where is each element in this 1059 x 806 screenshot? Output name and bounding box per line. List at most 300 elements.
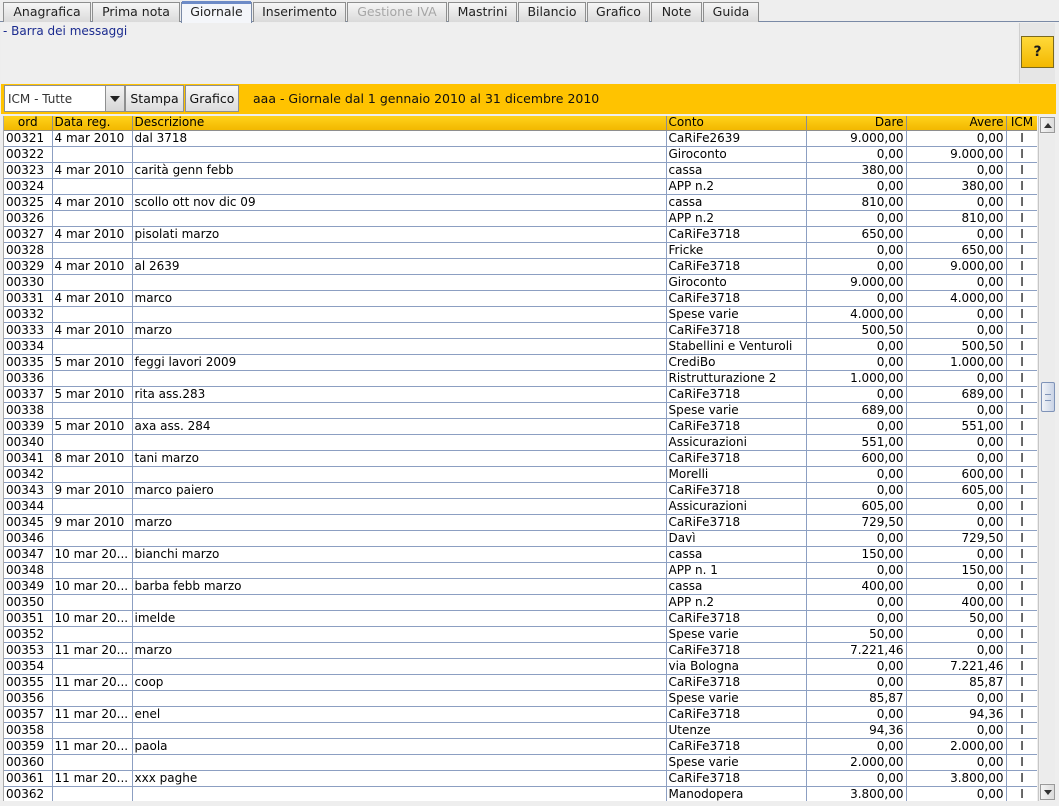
cell-icm[interactable]: I: [1006, 258, 1037, 274]
cell-debit[interactable]: 0,00: [806, 594, 906, 610]
cell-ord[interactable]: 00332: [4, 306, 52, 322]
cell-description[interactable]: [132, 434, 666, 450]
cell-icm[interactable]: I: [1006, 530, 1037, 546]
cell-date[interactable]: 9 mar 2010: [52, 482, 132, 498]
cell-icm[interactable]: I: [1006, 338, 1037, 354]
cell-account[interactable]: Spese varie: [666, 626, 806, 642]
cell-description[interactable]: [132, 402, 666, 418]
cell-credit[interactable]: 729,50: [906, 530, 1006, 546]
cell-date[interactable]: 11 mar 20...: [52, 674, 132, 690]
cell-credit[interactable]: 0,00: [906, 162, 1006, 178]
table-row[interactable]: [4, 562, 1037, 578]
cell-icm[interactable]: I: [1006, 626, 1037, 642]
cell-credit[interactable]: 0,00: [906, 226, 1006, 242]
cell-ord[interactable]: 00340: [4, 434, 52, 450]
cell-account[interactable]: APP n.2: [666, 594, 806, 610]
cell-description[interactable]: pisolati marzo: [132, 226, 666, 242]
cell-date[interactable]: 9 mar 2010: [52, 514, 132, 530]
cell-debit[interactable]: 400,00: [806, 578, 906, 594]
cell-description[interactable]: barba febb marzo: [132, 578, 666, 594]
cell-credit[interactable]: 0,00: [906, 370, 1006, 386]
cell-ord[interactable]: 00356: [4, 690, 52, 706]
cell-ord[interactable]: 00334: [4, 338, 52, 354]
table-row[interactable]: [4, 194, 1037, 210]
cell-debit[interactable]: 150,00: [806, 546, 906, 562]
cell-icm[interactable]: I: [1006, 434, 1037, 450]
table-row[interactable]: [4, 786, 1037, 801]
table-row[interactable]: [4, 754, 1037, 770]
cell-description[interactable]: [132, 466, 666, 482]
help-button[interactable]: [1021, 36, 1054, 68]
cell-credit[interactable]: 689,00: [906, 386, 1006, 402]
chart-button[interactable]: Grafico: [185, 85, 239, 112]
cell-ord[interactable]: 00343: [4, 482, 52, 498]
cell-account[interactable]: Giroconto: [666, 274, 806, 290]
cell-debit[interactable]: 2.000,00: [806, 754, 906, 770]
cell-description[interactable]: [132, 786, 666, 801]
column-header-description[interactable]: Descrizione: [132, 116, 666, 130]
cell-ord[interactable]: 00329: [4, 258, 52, 274]
table-row[interactable]: [4, 370, 1037, 386]
cell-debit[interactable]: 500,50: [806, 322, 906, 338]
cell-ord[interactable]: 00337: [4, 386, 52, 402]
cell-account[interactable]: CrediBo: [666, 354, 806, 370]
cell-debit[interactable]: 605,00: [806, 498, 906, 514]
cell-description[interactable]: [132, 722, 666, 738]
cell-debit[interactable]: 0,00: [806, 386, 906, 402]
cell-debit[interactable]: 0,00: [806, 706, 906, 722]
cell-description[interactable]: marzo: [132, 642, 666, 658]
cell-debit[interactable]: 0,00: [806, 258, 906, 274]
cell-credit[interactable]: 0,00: [906, 274, 1006, 290]
cell-debit[interactable]: 94,36: [806, 722, 906, 738]
cell-icm[interactable]: I: [1006, 386, 1037, 402]
cell-icm[interactable]: I: [1006, 370, 1037, 386]
cell-date[interactable]: 11 mar 20...: [52, 738, 132, 754]
cell-date[interactable]: 5 mar 2010: [52, 418, 132, 434]
cell-date[interactable]: [52, 338, 132, 354]
cell-description[interactable]: marco: [132, 290, 666, 306]
cell-ord[interactable]: 00327: [4, 226, 52, 242]
cell-credit[interactable]: 0,00: [906, 786, 1006, 801]
cell-debit[interactable]: 0,00: [806, 674, 906, 690]
cell-icm[interactable]: I: [1006, 354, 1037, 370]
cell-account[interactable]: via Bologna: [666, 658, 806, 674]
table-row[interactable]: [4, 178, 1037, 194]
cell-ord[interactable]: 00330: [4, 274, 52, 290]
tab-inserimento[interactable]: Inserimento: [253, 2, 346, 22]
cell-ord[interactable]: 00336: [4, 370, 52, 386]
cell-ord[interactable]: 00354: [4, 658, 52, 674]
cell-ord[interactable]: 00321: [4, 130, 52, 146]
cell-icm[interactable]: I: [1006, 658, 1037, 674]
cell-icm[interactable]: I: [1006, 226, 1037, 242]
cell-date[interactable]: [52, 434, 132, 450]
cell-date[interactable]: 10 mar 20...: [52, 546, 132, 562]
cell-description[interactable]: xxx paghe: [132, 770, 666, 786]
table-row[interactable]: [4, 258, 1037, 274]
cell-credit[interactable]: 7.221,46: [906, 658, 1006, 674]
cell-date[interactable]: [52, 658, 132, 674]
cell-ord[interactable]: 00347: [4, 546, 52, 562]
cell-account[interactable]: Morelli: [666, 466, 806, 482]
cell-credit[interactable]: 9.000,00: [906, 258, 1006, 274]
cell-account[interactable]: CaRiFe3718: [666, 418, 806, 434]
cell-account[interactable]: Assicurazioni: [666, 434, 806, 450]
cell-debit[interactable]: 689,00: [806, 402, 906, 418]
cell-account[interactable]: Spese varie: [666, 306, 806, 322]
cell-account[interactable]: CaRiFe3718: [666, 322, 806, 338]
cell-icm[interactable]: I: [1006, 450, 1037, 466]
cell-credit[interactable]: 0,00: [906, 130, 1006, 146]
tab-grafico[interactable]: Grafico: [587, 2, 650, 22]
cell-account[interactable]: cassa: [666, 546, 806, 562]
cell-date[interactable]: [52, 690, 132, 706]
cell-date[interactable]: [52, 562, 132, 578]
cell-description[interactable]: [132, 530, 666, 546]
cell-icm[interactable]: I: [1006, 306, 1037, 322]
table-row[interactable]: [4, 674, 1037, 690]
cell-icm[interactable]: I: [1006, 738, 1037, 754]
cell-date[interactable]: 4 mar 2010: [52, 226, 132, 242]
cell-debit[interactable]: 4.000,00: [806, 306, 906, 322]
cell-icm[interactable]: I: [1006, 690, 1037, 706]
cell-ord[interactable]: 00339: [4, 418, 52, 434]
column-header-icm[interactable]: ICM: [1006, 116, 1037, 130]
cell-account[interactable]: Stabellini e Venturoli: [666, 338, 806, 354]
cell-account[interactable]: APP n.2: [666, 178, 806, 194]
table-row[interactable]: [4, 418, 1037, 434]
cell-date[interactable]: 11 mar 20...: [52, 770, 132, 786]
cell-debit[interactable]: 0,00: [806, 242, 906, 258]
cell-date[interactable]: 4 mar 2010: [52, 194, 132, 210]
cell-debit[interactable]: 0,00: [806, 354, 906, 370]
cell-account[interactable]: cassa: [666, 194, 806, 210]
cell-credit[interactable]: 0,00: [906, 690, 1006, 706]
cell-account[interactable]: APP n. 1: [666, 562, 806, 578]
tab-anagrafica[interactable]: Anagrafica: [3, 2, 91, 22]
table-row[interactable]: [4, 434, 1037, 450]
cell-description[interactable]: [132, 146, 666, 162]
cell-ord[interactable]: 00322: [4, 146, 52, 162]
cell-ord[interactable]: 00362: [4, 786, 52, 801]
cell-account[interactable]: CaRiFe3718: [666, 674, 806, 690]
cell-icm[interactable]: I: [1006, 498, 1037, 514]
cell-icm[interactable]: I: [1006, 722, 1037, 738]
cell-date[interactable]: [52, 594, 132, 610]
cell-icm[interactable]: I: [1006, 674, 1037, 690]
cell-credit[interactable]: 0,00: [906, 306, 1006, 322]
cell-icm[interactable]: I: [1006, 162, 1037, 178]
cell-date[interactable]: [52, 466, 132, 482]
cell-date[interactable]: [52, 146, 132, 162]
cell-icm[interactable]: I: [1006, 178, 1037, 194]
cell-credit[interactable]: 85,87: [906, 674, 1006, 690]
column-header-account[interactable]: Conto: [666, 116, 806, 130]
scrollbar-track[interactable]: [1040, 134, 1055, 783]
tab-note[interactable]: Note: [651, 2, 702, 22]
table-row[interactable]: [4, 274, 1037, 290]
cell-date[interactable]: [52, 178, 132, 194]
cell-icm[interactable]: I: [1006, 514, 1037, 530]
cell-date[interactable]: [52, 722, 132, 738]
cell-account[interactable]: CaRiFe3718: [666, 386, 806, 402]
scroll-up-icon[interactable]: [1040, 117, 1055, 133]
cell-debit[interactable]: 551,00: [806, 434, 906, 450]
table-row[interactable]: [4, 162, 1037, 178]
tab-prima-nota[interactable]: Prima nota: [92, 2, 180, 22]
table-row[interactable]: [4, 322, 1037, 338]
cell-description[interactable]: [132, 658, 666, 674]
cell-description[interactable]: al 2639: [132, 258, 666, 274]
cell-account[interactable]: CaRiFe3718: [666, 610, 806, 626]
cell-date[interactable]: [52, 754, 132, 770]
cell-account[interactable]: Ristrutturazione 2: [666, 370, 806, 386]
cell-account[interactable]: CaRiFe3718: [666, 482, 806, 498]
cell-account[interactable]: cassa: [666, 578, 806, 594]
cell-account[interactable]: CaRiFe3718: [666, 290, 806, 306]
cell-description[interactable]: [132, 210, 666, 226]
cell-description[interactable]: [132, 594, 666, 610]
cell-credit[interactable]: 0,00: [906, 402, 1006, 418]
cell-ord[interactable]: 00328: [4, 242, 52, 258]
cell-description[interactable]: coop: [132, 674, 666, 690]
cell-icm[interactable]: I: [1006, 562, 1037, 578]
table-row[interactable]: [4, 578, 1037, 594]
cell-description[interactable]: feggi lavori 2009: [132, 354, 666, 370]
cell-credit[interactable]: 94,36: [906, 706, 1006, 722]
cell-date[interactable]: 4 mar 2010: [52, 162, 132, 178]
cell-icm[interactable]: I: [1006, 146, 1037, 162]
cell-icm[interactable]: I: [1006, 546, 1037, 562]
cell-credit[interactable]: 605,00: [906, 482, 1006, 498]
cell-account[interactable]: Manodopera: [666, 786, 806, 801]
cell-date[interactable]: [52, 274, 132, 290]
cell-icm[interactable]: I: [1006, 274, 1037, 290]
table-row[interactable]: [4, 290, 1037, 306]
cell-date[interactable]: 4 mar 2010: [52, 322, 132, 338]
cell-account[interactable]: CaRiFe3718: [666, 450, 806, 466]
cell-credit[interactable]: 0,00: [906, 642, 1006, 658]
cell-debit[interactable]: 9.000,00: [806, 274, 906, 290]
cell-icm[interactable]: I: [1006, 418, 1037, 434]
cell-account[interactable]: CaRiFe3718: [666, 770, 806, 786]
cell-date[interactable]: [52, 530, 132, 546]
table-row[interactable]: [4, 706, 1037, 722]
print-button[interactable]: Stampa: [125, 85, 184, 112]
cell-debit[interactable]: 0,00: [806, 290, 906, 306]
cell-date[interactable]: [52, 498, 132, 514]
cell-description[interactable]: [132, 370, 666, 386]
cell-date[interactable]: [52, 306, 132, 322]
cell-icm[interactable]: I: [1006, 594, 1037, 610]
cell-icm[interactable]: I: [1006, 770, 1037, 786]
cell-credit[interactable]: 0,00: [906, 498, 1006, 514]
cell-credit[interactable]: 150,00: [906, 562, 1006, 578]
table-row[interactable]: [4, 210, 1037, 226]
cell-ord[interactable]: 00352: [4, 626, 52, 642]
cell-credit[interactable]: 1.000,00: [906, 354, 1006, 370]
table-row[interactable]: [4, 242, 1037, 258]
cell-credit[interactable]: 2.000,00: [906, 738, 1006, 754]
cell-icm[interactable]: I: [1006, 290, 1037, 306]
cell-date[interactable]: [52, 786, 132, 801]
cell-ord[interactable]: 00326: [4, 210, 52, 226]
cell-ord[interactable]: 00341: [4, 450, 52, 466]
cell-date[interactable]: 10 mar 20...: [52, 610, 132, 626]
cell-debit[interactable]: 0,00: [806, 658, 906, 674]
cell-credit[interactable]: 0,00: [906, 722, 1006, 738]
cell-date[interactable]: 4 mar 2010: [52, 258, 132, 274]
cell-icm[interactable]: I: [1006, 482, 1037, 498]
cell-credit[interactable]: 0,00: [906, 322, 1006, 338]
cell-credit[interactable]: 0,00: [906, 578, 1006, 594]
cell-date[interactable]: [52, 626, 132, 642]
cell-account[interactable]: Spese varie: [666, 754, 806, 770]
cell-credit[interactable]: 0,00: [906, 194, 1006, 210]
cell-ord[interactable]: 00335: [4, 354, 52, 370]
tab-giornale[interactable]: Giornale: [181, 2, 252, 23]
cell-debit[interactable]: 3.800,00: [806, 786, 906, 801]
cell-description[interactable]: marzo: [132, 514, 666, 530]
cell-icm[interactable]: I: [1006, 194, 1037, 210]
cell-account[interactable]: Davì: [666, 530, 806, 546]
table-row[interactable]: [4, 498, 1037, 514]
cell-ord[interactable]: 00345: [4, 514, 52, 530]
cell-icm[interactable]: I: [1006, 786, 1037, 801]
cell-description[interactable]: marzo: [132, 322, 666, 338]
table-row[interactable]: [4, 610, 1037, 626]
tab-bilancio[interactable]: Bilancio: [518, 2, 586, 22]
cell-date[interactable]: [52, 370, 132, 386]
cell-debit[interactable]: 85,87: [806, 690, 906, 706]
cell-description[interactable]: [132, 306, 666, 322]
cell-description[interactable]: axa ass. 284: [132, 418, 666, 434]
cell-date[interactable]: [52, 210, 132, 226]
cell-ord[interactable]: 00331: [4, 290, 52, 306]
table-row[interactable]: [4, 306, 1037, 322]
cell-description[interactable]: marco paiero: [132, 482, 666, 498]
cell-account[interactable]: Assicurazioni: [666, 498, 806, 514]
cell-credit[interactable]: 3.800,00: [906, 770, 1006, 786]
cell-credit[interactable]: 0,00: [906, 754, 1006, 770]
cell-credit[interactable]: 650,00: [906, 242, 1006, 258]
cell-credit[interactable]: 500,50: [906, 338, 1006, 354]
cell-account[interactable]: cassa: [666, 162, 806, 178]
cell-debit[interactable]: 0,00: [806, 530, 906, 546]
table-row[interactable]: [4, 354, 1037, 370]
cell-account[interactable]: Giroconto: [666, 146, 806, 162]
table-row[interactable]: [4, 130, 1037, 146]
cell-debit[interactable]: 0,00: [806, 338, 906, 354]
cell-description[interactable]: [132, 178, 666, 194]
cell-ord[interactable]: 00355: [4, 674, 52, 690]
cell-description[interactable]: tani marzo: [132, 450, 666, 466]
cell-credit[interactable]: 0,00: [906, 546, 1006, 562]
cell-description[interactable]: [132, 242, 666, 258]
cell-description[interactable]: [132, 338, 666, 354]
cell-credit[interactable]: 380,00: [906, 178, 1006, 194]
cell-description[interactable]: [132, 690, 666, 706]
vertical-scrollbar[interactable]: [1038, 116, 1055, 801]
cell-debit[interactable]: 729,50: [806, 514, 906, 530]
cell-description[interactable]: [132, 562, 666, 578]
cell-account[interactable]: Fricke: [666, 242, 806, 258]
cell-icm[interactable]: I: [1006, 466, 1037, 482]
cell-icm[interactable]: I: [1006, 402, 1037, 418]
cell-account[interactable]: Spese varie: [666, 402, 806, 418]
cell-icm[interactable]: I: [1006, 242, 1037, 258]
cell-debit[interactable]: 0,00: [806, 562, 906, 578]
cell-date[interactable]: 11 mar 20...: [52, 706, 132, 722]
table-row[interactable]: [4, 594, 1037, 610]
cell-ord[interactable]: 00350: [4, 594, 52, 610]
cell-account[interactable]: CaRiFe3718: [666, 706, 806, 722]
table-row[interactable]: [4, 338, 1037, 354]
cell-icm[interactable]: I: [1006, 130, 1037, 146]
cell-credit[interactable]: 0,00: [906, 434, 1006, 450]
cell-debit[interactable]: 600,00: [806, 450, 906, 466]
cell-description[interactable]: enel: [132, 706, 666, 722]
cell-description[interactable]: [132, 626, 666, 642]
cell-debit[interactable]: 810,00: [806, 194, 906, 210]
table-row[interactable]: [4, 450, 1037, 466]
cell-ord[interactable]: 00359: [4, 738, 52, 754]
cell-credit[interactable]: 0,00: [906, 450, 1006, 466]
scrollbar-thumb[interactable]: [1041, 382, 1055, 412]
table-row[interactable]: [4, 402, 1037, 418]
cell-date[interactable]: 11 mar 20...: [52, 642, 132, 658]
table-row[interactable]: [4, 514, 1037, 530]
cell-credit[interactable]: 50,00: [906, 610, 1006, 626]
cell-ord[interactable]: 00361: [4, 770, 52, 786]
cell-debit[interactable]: 380,00: [806, 162, 906, 178]
cell-debit[interactable]: 1.000,00: [806, 370, 906, 386]
cell-account[interactable]: APP n.2: [666, 210, 806, 226]
cell-description[interactable]: carità genn febb: [132, 162, 666, 178]
table-row[interactable]: [4, 690, 1037, 706]
table-row[interactable]: [4, 722, 1037, 738]
cell-account[interactable]: Utenze: [666, 722, 806, 738]
cell-date[interactable]: 4 mar 2010: [52, 290, 132, 306]
cell-debit[interactable]: 50,00: [806, 626, 906, 642]
cell-icm[interactable]: I: [1006, 706, 1037, 722]
scroll-down-icon[interactable]: [1040, 784, 1055, 800]
cell-ord[interactable]: 00351: [4, 610, 52, 626]
cell-credit[interactable]: 9.000,00: [906, 146, 1006, 162]
cell-credit[interactable]: 0,00: [906, 514, 1006, 530]
cell-icm[interactable]: I: [1006, 210, 1037, 226]
cell-ord[interactable]: 00360: [4, 754, 52, 770]
cell-debit[interactable]: 9.000,00: [806, 130, 906, 146]
cell-debit[interactable]: 0,00: [806, 146, 906, 162]
cell-account[interactable]: CaRiFe3718: [666, 514, 806, 530]
cell-credit[interactable]: 551,00: [906, 418, 1006, 434]
table-row[interactable]: [4, 770, 1037, 786]
column-header-credit[interactable]: Avere: [906, 116, 1006, 130]
cell-ord[interactable]: 00323: [4, 162, 52, 178]
cell-debit[interactable]: 0,00: [806, 770, 906, 786]
cell-debit[interactable]: 0,00: [806, 466, 906, 482]
cell-ord[interactable]: 00338: [4, 402, 52, 418]
cell-icm[interactable]: I: [1006, 578, 1037, 594]
table-row[interactable]: [4, 738, 1037, 754]
cell-ord[interactable]: 00342: [4, 466, 52, 482]
table-row[interactable]: [4, 482, 1037, 498]
cell-account[interactable]: CaRiFe3718: [666, 642, 806, 658]
table-row[interactable]: [4, 226, 1037, 242]
cell-ord[interactable]: 00324: [4, 178, 52, 194]
